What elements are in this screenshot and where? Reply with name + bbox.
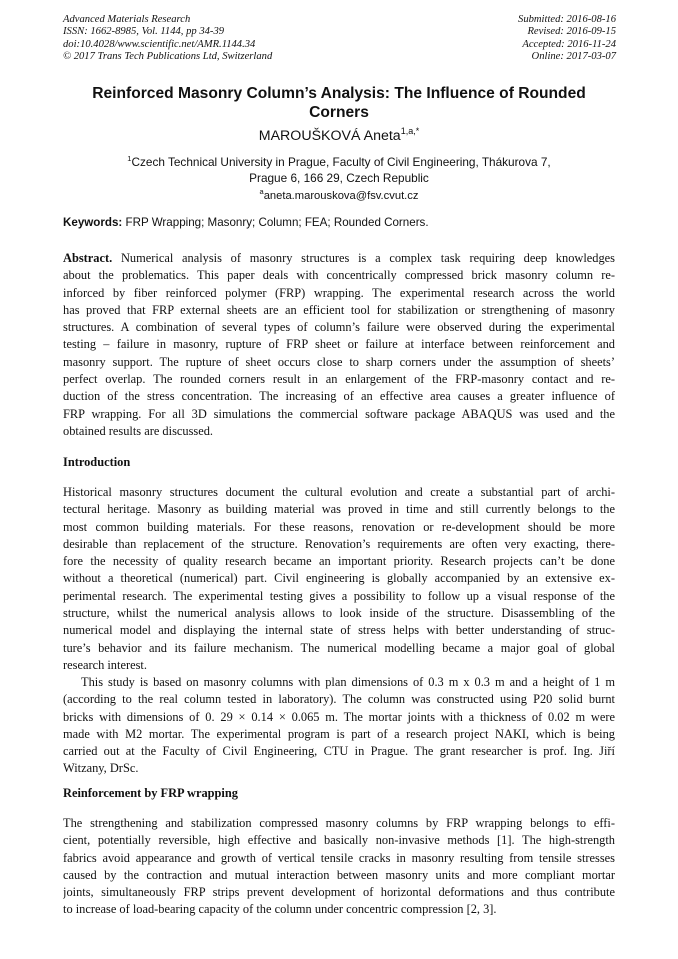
journal-info [63,14,272,63]
abstract-line: testing – failure in masonry, rupture of FRP sheet or failure at interface between reinforcement and [63,337,615,352]
body-line: without a theoretical (numerical) part. Civil engineering is globally accompanied by an extensive ex- [63,571,615,586]
body-line: made with M2 mortar. The experimental program is part of a research project NAKI, which is being [63,726,615,741]
email-line [0,189,678,203]
issn-line: ISSN: 1662-8985, Vol. 1144, pp 34-39 [63,26,225,38]
body-line: The strengthening and stabilization compressed masonry columns by FRP wrapping belongs to effi- [63,816,615,830]
title-line-1: Reinforced Masonry Column’s Analysis: The Influence of Rounded [92,85,586,102]
author-line [0,127,678,145]
keywords [63,216,619,230]
keywords-text: FRP Wrapping; Masonry; Column; FEA; Rounded Corners. [122,216,429,229]
body-line: Witzany, DrSc. [63,761,139,776]
email-superscript: a [259,187,264,196]
abstract-line: structures. A combination of several types of column’s failure were observed during the experimental [63,320,615,335]
submission-dates [518,14,616,63]
body-line: fabrics avoid appearance and growth of vertical tensile cracks in masonry resulting from tensile stresses [63,850,615,865]
body-line: joints, simultaneously FRP strips prevent development of horizontal deformations and thus contribute [63,885,615,900]
body-line: to increase of load-bearing capacity of the column under concentric compression [2, 3]. [63,902,497,917]
body-line: Historical masonry structures document the cultural evolution and create a substantial part of archi- [63,485,615,499]
body-line: cient, potentially reversible, high effective and basically non-invasive methods [1]. The high-strength [63,833,615,848]
abstract-line: inforced by fiber reinforced polymer (FRP) wrapping. The experimental research across the world [63,285,615,300]
accepted-date: Accepted: 2016-11-24 [522,38,616,50]
abstract-line-text: Numerical analysis of masonry structures is a complex task requiring deep knowledges [112,251,615,265]
abstract [63,250,615,440]
revised-date: Revised: 2016-09-15 [527,26,616,38]
section-heading-reinforcement: Reinforcement by FRP wrapping [63,786,238,800]
body-line: structure, whilst the numerical analysis allows to look inside of the structure. Disassembling of the [63,606,615,621]
body-line: (according to the real column tested in laboratory). The column was constructed using P20 solid burnt [63,692,615,707]
abstract-line [63,250,615,267]
abstract-line: has proved that FRP external sheets are an efficient tool for stabilization or strengthening of masonry [63,302,615,317]
affiliation [80,154,598,186]
author-name: MAROUŠKOVÁ Aneta [258,128,401,144]
body-line: caused by the contraction and mutual interaction between masonry units and more compliant mortar [63,867,615,882]
affiliation-line-1: Czech Technical University in Prague, Faculty of Civil Engineering, Thákurova 7, [131,155,551,169]
affiliation-line-2: Prague 6, 166 29, Czech Republic [249,171,429,185]
affiliation-superscript: 1 [127,154,132,163]
introduction-paragraph-2 [63,674,615,778]
abstract-line: FRP wrapping. For all 3D simulations the commercial software package ABAQUS was used and the [63,406,615,421]
abstract-line: about the problematics. This paper deals with concentrically compressed brick masonry column re- [63,268,615,283]
title-line-2: Corners [309,104,369,121]
body-line: most common building materials. For these reasons, renovation or re-development should be more [63,519,615,534]
body-line: numerical model and displaying the internal state of stress helps with better understanding of struc- [63,623,615,638]
copyright-line: © 2017 Trans Tech Publications Ltd, Switzerland [63,50,273,62]
body-line: ture’s behavior and its failure mechanism. The numerical modelling became a major goal of global [63,640,615,655]
introduction-paragraph-1 [63,484,615,674]
section-heading-introduction: Introduction [63,455,131,469]
submitted-date: Submitted: 2016-08-16 [518,14,616,25]
keywords-label: Keywords: [63,216,123,229]
abstract-line: duction of the stress concentration. The increasing of an effective area causes a greater influence of [63,389,615,404]
journal-name: Advanced Materials Research [63,14,191,25]
body-line: tectural heritage. Masonry as building material was proved in time and still currently belongs to the [63,502,615,517]
body-line: fore the necessity of quality research became an important priority. Research projects can’t be done [63,554,615,569]
body-line: bricks with dimensions of 0. 29 × 0.14 × 0.065 m. The mortar joints with a thickness of 0.02 m were [63,709,615,724]
author-superscript: 1,a,* [400,126,420,136]
paper-title [60,84,618,122]
body-line: desirable than replacement of the structure. Renovation’s requirements are often very exacting, there- [63,536,615,551]
online-date: Online: 2017-03-07 [531,50,616,62]
body-line: perimental research. The experimental testing gives a possibility to follow up a visual response of the [63,588,615,603]
abstract-line: obtained results are discussed. [63,423,214,438]
abstract-label: Abstract. [63,251,113,265]
abstract-line: perfect overlap. The rounded corners result in an enlargement of the FRP-masonry contact and re- [63,372,615,387]
body-line: carried out at the Faculty of Civil Engineering, CTU in Prague. The grant researcher is prof. Ing. Jiří [63,744,615,759]
email-address[interactable]: aneta.marouskova@fsv.cvut.cz [263,190,419,202]
doi-line: doi:10.4028/www.scientific.net/AMR.1144.34 [63,38,256,50]
reinforcement-paragraph-1 [63,815,615,919]
abstract-line: masonry support. The rupture of sheet occurs close to sharp corners under the assumption of sheets’ [63,354,615,369]
body-line: This study is based on masonry columns with plan dimensions of 0.3 m x 0.3 m and a height of 1 m [81,675,615,689]
body-line: research interest. [63,657,147,672]
